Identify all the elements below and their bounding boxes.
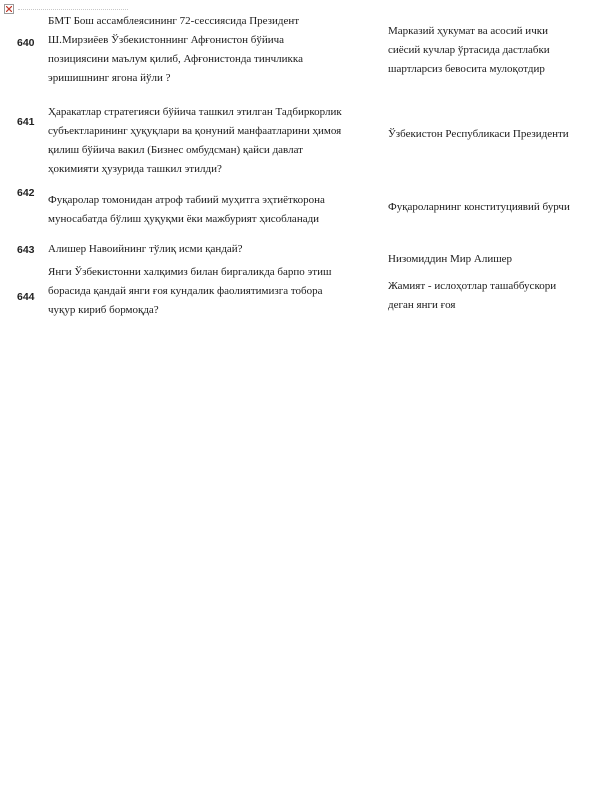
question-number: 642	[17, 187, 35, 199]
question-number: 640	[17, 37, 35, 49]
question-text: БМТ Бош ассамблеясининг 72-сессиясида Президент Ш.Мирзиёев Ўзбекистоннинг Афғонистон бўйича позициясини маълум қилиб, Афғонистонда тинчликка эришишнинг ягона йўли ?	[48, 15, 303, 84]
broken-image-icon	[4, 4, 14, 14]
answer-text: Ўзбекистон Республикаси Президенти	[388, 128, 569, 140]
answer-text: Жамият - ислоҳотлар ташаббускори деган янги ғоя	[388, 280, 557, 311]
question-number: 644	[17, 291, 35, 303]
answer-text: Фуқароларнинг конституциявий бурчи	[388, 201, 570, 213]
answer-text: Низомиддин Мир Алишер	[388, 253, 513, 265]
question-number: 641	[17, 116, 35, 128]
question-text: Фуқаролар томонидан атроф табиий муҳитга эҳтиёткорона муносабатда бўлиш ҳуқуқми ёки мажбурият ҳисобланади	[48, 194, 325, 225]
question-number: 643	[17, 244, 35, 256]
question-text: Янги Ўзбекистонни халқимиз билан биргаликда барпо этиш борасида қандай янги ғоя кундалик фаолиятимизга тобора чуқур кириб бормоқда?	[48, 266, 332, 316]
header-dotted-line	[18, 9, 128, 10]
question-text: Алишер Навоийнинг тўлиқ исми қандай?	[48, 243, 243, 255]
answer-text: Марказий ҳукумат ва асосий ички сиёсий кучлар ўртасида дастлабки шартларсиз бевосита мулоқотдир	[388, 25, 550, 75]
question-text: Ҳаракатлар стратегияси бўйича ташкил этилган Тадбиркорлик субъектларининг ҳуқуқлари ва қонуний манфаатларини ҳимоя қилиш бўйича вакил (Бизнес омбудсман) қайси давлат ҳокимияти ҳузурида ташкил этилди?	[48, 106, 342, 175]
